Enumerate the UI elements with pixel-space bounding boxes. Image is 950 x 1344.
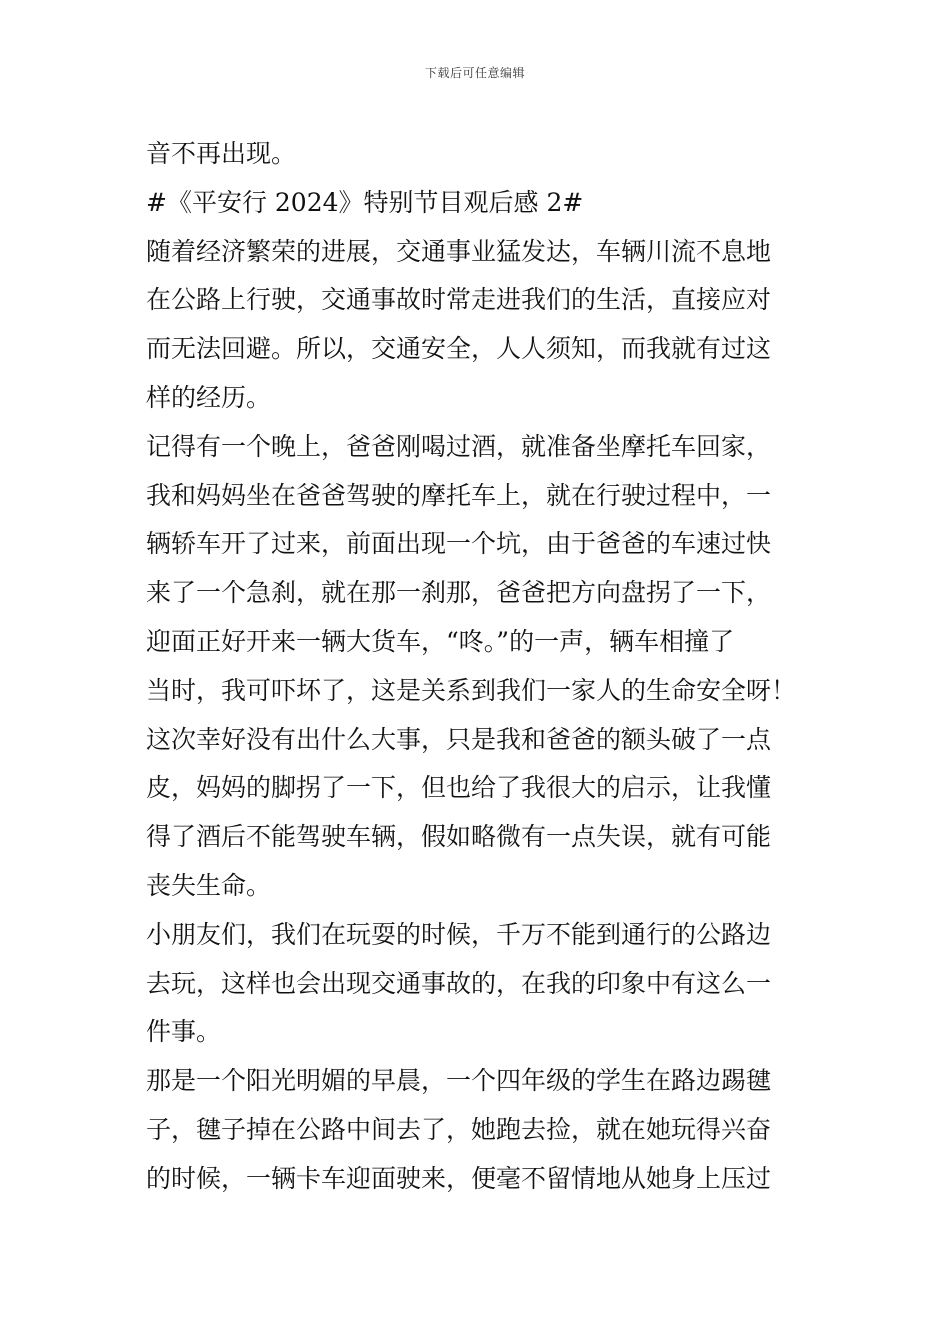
text-line: 迎面正好开来一辆大货车，“咚。”的一声，辆车相撞了 xyxy=(146,626,735,656)
document-body xyxy=(146,130,814,1204)
text-line: 当时，我可吓坏了，这是关系到我们一家人的生命安全呀！ xyxy=(146,675,797,705)
text-line: 随着经济繁荣的进展，交通事业猛发达，车辆川流不息地 xyxy=(146,236,772,266)
text-line: 得了酒后不能驾驶车辆，假如略微有一点失误，就有可能 xyxy=(146,822,772,852)
text-line: 来了一个急刹，就在那一刹那，爸爸把方向盘拐了一下， xyxy=(146,578,772,608)
text-line: 件事。 xyxy=(146,1017,222,1047)
text-line: 小朋友们，我们在玩耍的时候，千万不能到通行的公路边 xyxy=(146,919,772,949)
text-line: 这次幸好没有出什么大事，只是我和爸爸的额头破了一点 xyxy=(146,724,772,754)
text-line: 辆轿车开了过来，前面出现一个坑，由于爸爸的车速过快 xyxy=(146,529,772,559)
page-header: 下载后可任意编辑 xyxy=(424,66,525,80)
text-line: 那是一个阳光明媚的早晨，一个四年级的学生在路边踢毽 xyxy=(146,1066,772,1096)
text-line: 去玩，这样也会出现交通事故的，在我的印象中有这么一 xyxy=(146,968,772,998)
section-title: #《平安行 2024》特别节目观后感 2# xyxy=(146,187,584,217)
text-line: 的时候，一辆卡车迎面驶来，便毫不留情地从她身上压过 xyxy=(146,1163,772,1193)
text-line: 我和妈妈坐在爸爸驾驶的摩托车上，就在行驶过程中，一 xyxy=(146,480,772,510)
text-line: 而无法回避。所以，交通安全，人人须知，而我就有过这 xyxy=(146,334,772,364)
text-line: 在公路上行驶，交通事故时常走进我们的生活，直接应对 xyxy=(146,285,772,315)
text-line: 音不再出现。 xyxy=(146,139,297,168)
text-line: 样的经历。 xyxy=(146,382,272,412)
text-line: 丧失生命。 xyxy=(146,870,272,900)
text-line: 记得有一个晚上，爸爸刚喝过酒，就准备坐摩托车回家， xyxy=(146,431,772,461)
text-line: 皮，妈妈的脚拐了一下，但也给了我很大的启示，让我懂 xyxy=(146,773,772,803)
text-line: 子，毽子掉在公路中间去了，她跑去捡，就在她玩得兴奋 xyxy=(146,1114,772,1144)
